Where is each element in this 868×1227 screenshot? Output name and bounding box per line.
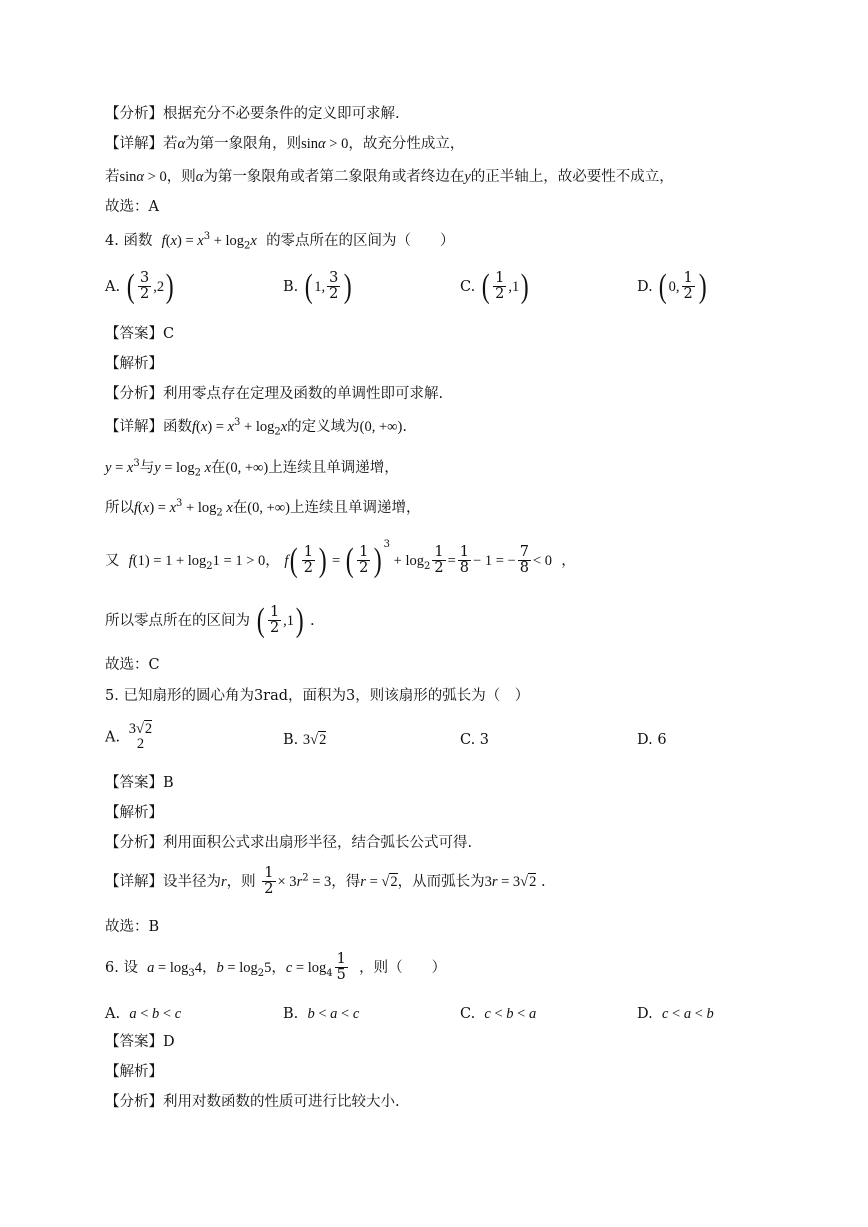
q3-detail-line2: 若sinα > 0，则α为第一象限角或者第二象限角或者终边在y的正半轴上，故必要性不成立， [105, 169, 674, 185]
q5-answer: 【答案】B [105, 775, 174, 791]
q4-detail: 【详解】函数$f(x) = x^3 + \log_2x$的定义域为(0, +∞). [105, 417, 407, 438]
q3-analysis: 【分析】根据充分不必要条件的定义即可求解. [105, 106, 400, 122]
q4-detail-line2: $y = x^3$与$y = \log_2 x$在(0, +∞)上连续且单调递增， [105, 458, 399, 479]
q4-analysis: 【分析】利用零点存在定理及函数的单调性即可求解. [105, 386, 444, 402]
q4-option-c: C. ( $\frac{1}{2}$ ,1) [460, 268, 529, 305]
q4-option-a: A. ( $\frac{3}{2}$ ,2) [105, 268, 174, 305]
q5-jiexi: 【解析】 [105, 805, 163, 821]
q6-answer: 【答案】D [105, 1034, 175, 1050]
q4-answer: 【答案】C [105, 326, 175, 342]
q4-option-d: D. ( 0, $\frac{1}{2}$ ) [637, 268, 707, 305]
q5-option-a: A. 3√2 2 [105, 721, 153, 753]
q4-stem: 4. 函数 $f(x) = x^3 + \log_2x$ 的零点所在的区间为（ ） [105, 231, 455, 252]
q5-detail: 【详解】设半径为r，则 $\frac{1}{2}$ × $3r^2 = 3$，得r = √2，从而弧长为3r = 3√2 . [105, 865, 546, 898]
q5-option-c: C. 3 [460, 732, 490, 748]
q6-option-a: A. a < b < c [105, 1006, 182, 1022]
q4-detail-line3: 所以$f(x) = x^3 + \log_2 x$在(0, +∞)上连续且单调递增， [105, 498, 421, 519]
q5-choose: 故选：B [105, 919, 160, 935]
q4-detail-line5: 所以零点所在的区间为 ( $\frac{1}{2}$ ,1) . [105, 602, 315, 639]
q3-detail: 【详解】若α为第一象限角，则sinα > 0，故充分性成立， [105, 136, 465, 152]
q3-choose: 故选：A [105, 199, 159, 215]
q6-option-d: D. c < a < b [637, 1006, 714, 1022]
q5-stem: 5. 已知扇形的圆心角为3rad，面积为3，则该扇形的弧长为（ ） [105, 688, 530, 704]
q6-stem: 6. 设 $a = \log_34$，$b = \log_25$，$c = \log_4$ $\frac{1}{5}$ ，则（ ） [105, 951, 447, 984]
q4-detail-line4: 又 $f(1) = 1 + \log_21 = 1 > 0$， f( $\frac{1}{2}$ ) = ( $\frac{1}{2}$ ) $^3 + \log_2$ $\frac{1}{2}$ = $\frac{1}{8}$ − 1 = − $\frac{7}{8}$ < 0 ， [105, 539, 576, 579]
q6-option-b: B. b < a < c [283, 1006, 360, 1022]
q4-option-b: B. ( 1, $\frac{3}{2}$ ) [283, 268, 352, 305]
q5-option-d: D. 6 [637, 732, 667, 748]
q4-jiexi: 【解析】 [105, 356, 163, 372]
q6-jiexi: 【解析】 [105, 1064, 163, 1080]
q6-analysis: 【分析】利用对数函数的性质可进行比较大小. [105, 1094, 400, 1110]
q5-option-b: B. 3√2 [283, 732, 327, 748]
q5-analysis: 【分析】利用面积公式求出扇形半径，结合弧长公式可得. [105, 835, 473, 851]
q6-option-c: C. c < b < a [460, 1006, 537, 1022]
q4-choose: 故选：C [105, 657, 160, 673]
